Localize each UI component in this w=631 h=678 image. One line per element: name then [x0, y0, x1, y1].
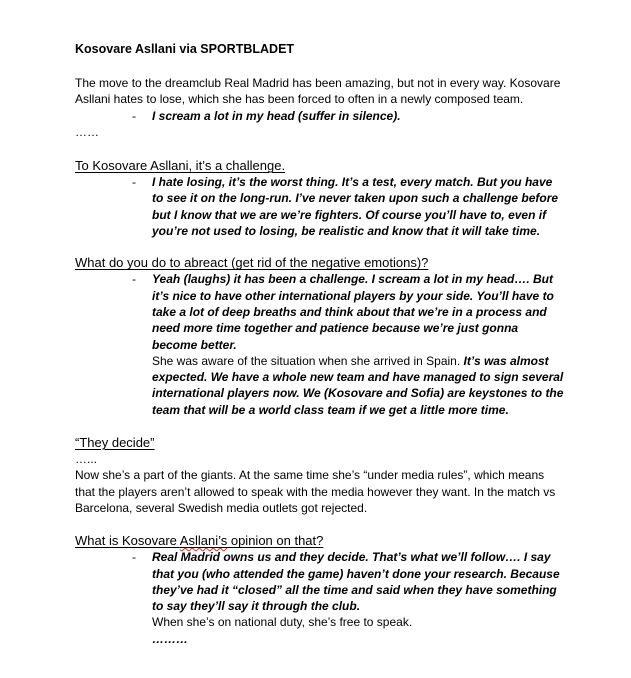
abreact-bold-quote: It’s was almost expected. We have a whole new team and have managed to sign several international players now. We (Kosovare and Sofia) are keystones to the team that will be a world class team if we get a little more time.	[152, 353, 564, 417]
opinion-bullet	[75, 549, 565, 614]
section-heading-abreact: What do you do to abreact (get rid of the negative emotions)?	[75, 255, 429, 271]
they-decide-paragraph: Now she’s a part of the giants. At the same time she’s “under media rules”, which means that the players aren’t allowed to speak with the media however they want. In the match vs Barcelona, several Swedish media outlets got rejected.	[75, 468, 556, 515]
intro-quote: I scream a lot in my head (suffer in silence).	[152, 108, 401, 123]
opinion-quote: Real Madrid owns us and they decide. That’s what we’ll follow…. I say that you (who attended the game) haven’t done your research. Because they’ve had it “closed” all the time and said when they have something to say they’ll say it through the club.	[152, 550, 560, 614]
intro-ellipsis: ……	[75, 124, 99, 139]
spellcheck-word: Asllani’s	[179, 533, 228, 549]
abreact-bullet	[75, 271, 565, 352]
challenge-quote: I hate losing, it’s the worst thing. It’s a test, every match. But you have to see it on the long-run. I’ve never taken upon such a challenge before but I know that we are we’re fighters. Of course you’ll have to, even if you’re not used to losing, be realistic and know that it will take time.	[152, 175, 559, 239]
abreact-followup	[75, 353, 565, 418]
abreact-quote: Yeah (laughs) it has been a challenge. I scream a lot in my head…. But it’s nice to have other international players by your side. You’ll have to take a lot of deep breaths and think about that we’re in a process and need more time together and patience because we’re just gonna become better.	[152, 272, 554, 352]
document-body	[75, 41, 565, 647]
they-decide-ellipsis: …...	[75, 452, 98, 467]
challenge-bullet	[75, 174, 565, 239]
document-title: Kosovare Asllani via SPORTBLADET	[75, 42, 295, 56]
heading-part: What is Kosovare	[75, 533, 180, 549]
bullet-dash: -	[132, 175, 136, 190]
bullet-dash: -	[132, 550, 136, 565]
intro-paragraph: The move to the dreamclub Real Madrid has been amazing, but not in every way. Kosovare Asllani hates to lose, which she has been forced to often in a newly composed team.	[75, 76, 561, 107]
national-duty-text: When she’s on national duty, she’s free to speak.	[152, 615, 413, 630]
section-heading-challenge: To Kosovare Asllani, it’s a challenge.	[75, 158, 286, 174]
closing-ellipsis: ………	[152, 631, 188, 646]
bullet-dash: -	[132, 272, 136, 287]
intro-bullet	[75, 108, 565, 124]
heading-part: opinion on that?	[227, 533, 324, 549]
section-heading-they-decide: “They decide”	[75, 435, 155, 451]
abreact-plain-text: She was aware of the situation when she arrived in Spain.	[152, 353, 464, 368]
bullet-dash: -	[132, 108, 136, 123]
section-heading-opinion	[75, 533, 565, 549]
